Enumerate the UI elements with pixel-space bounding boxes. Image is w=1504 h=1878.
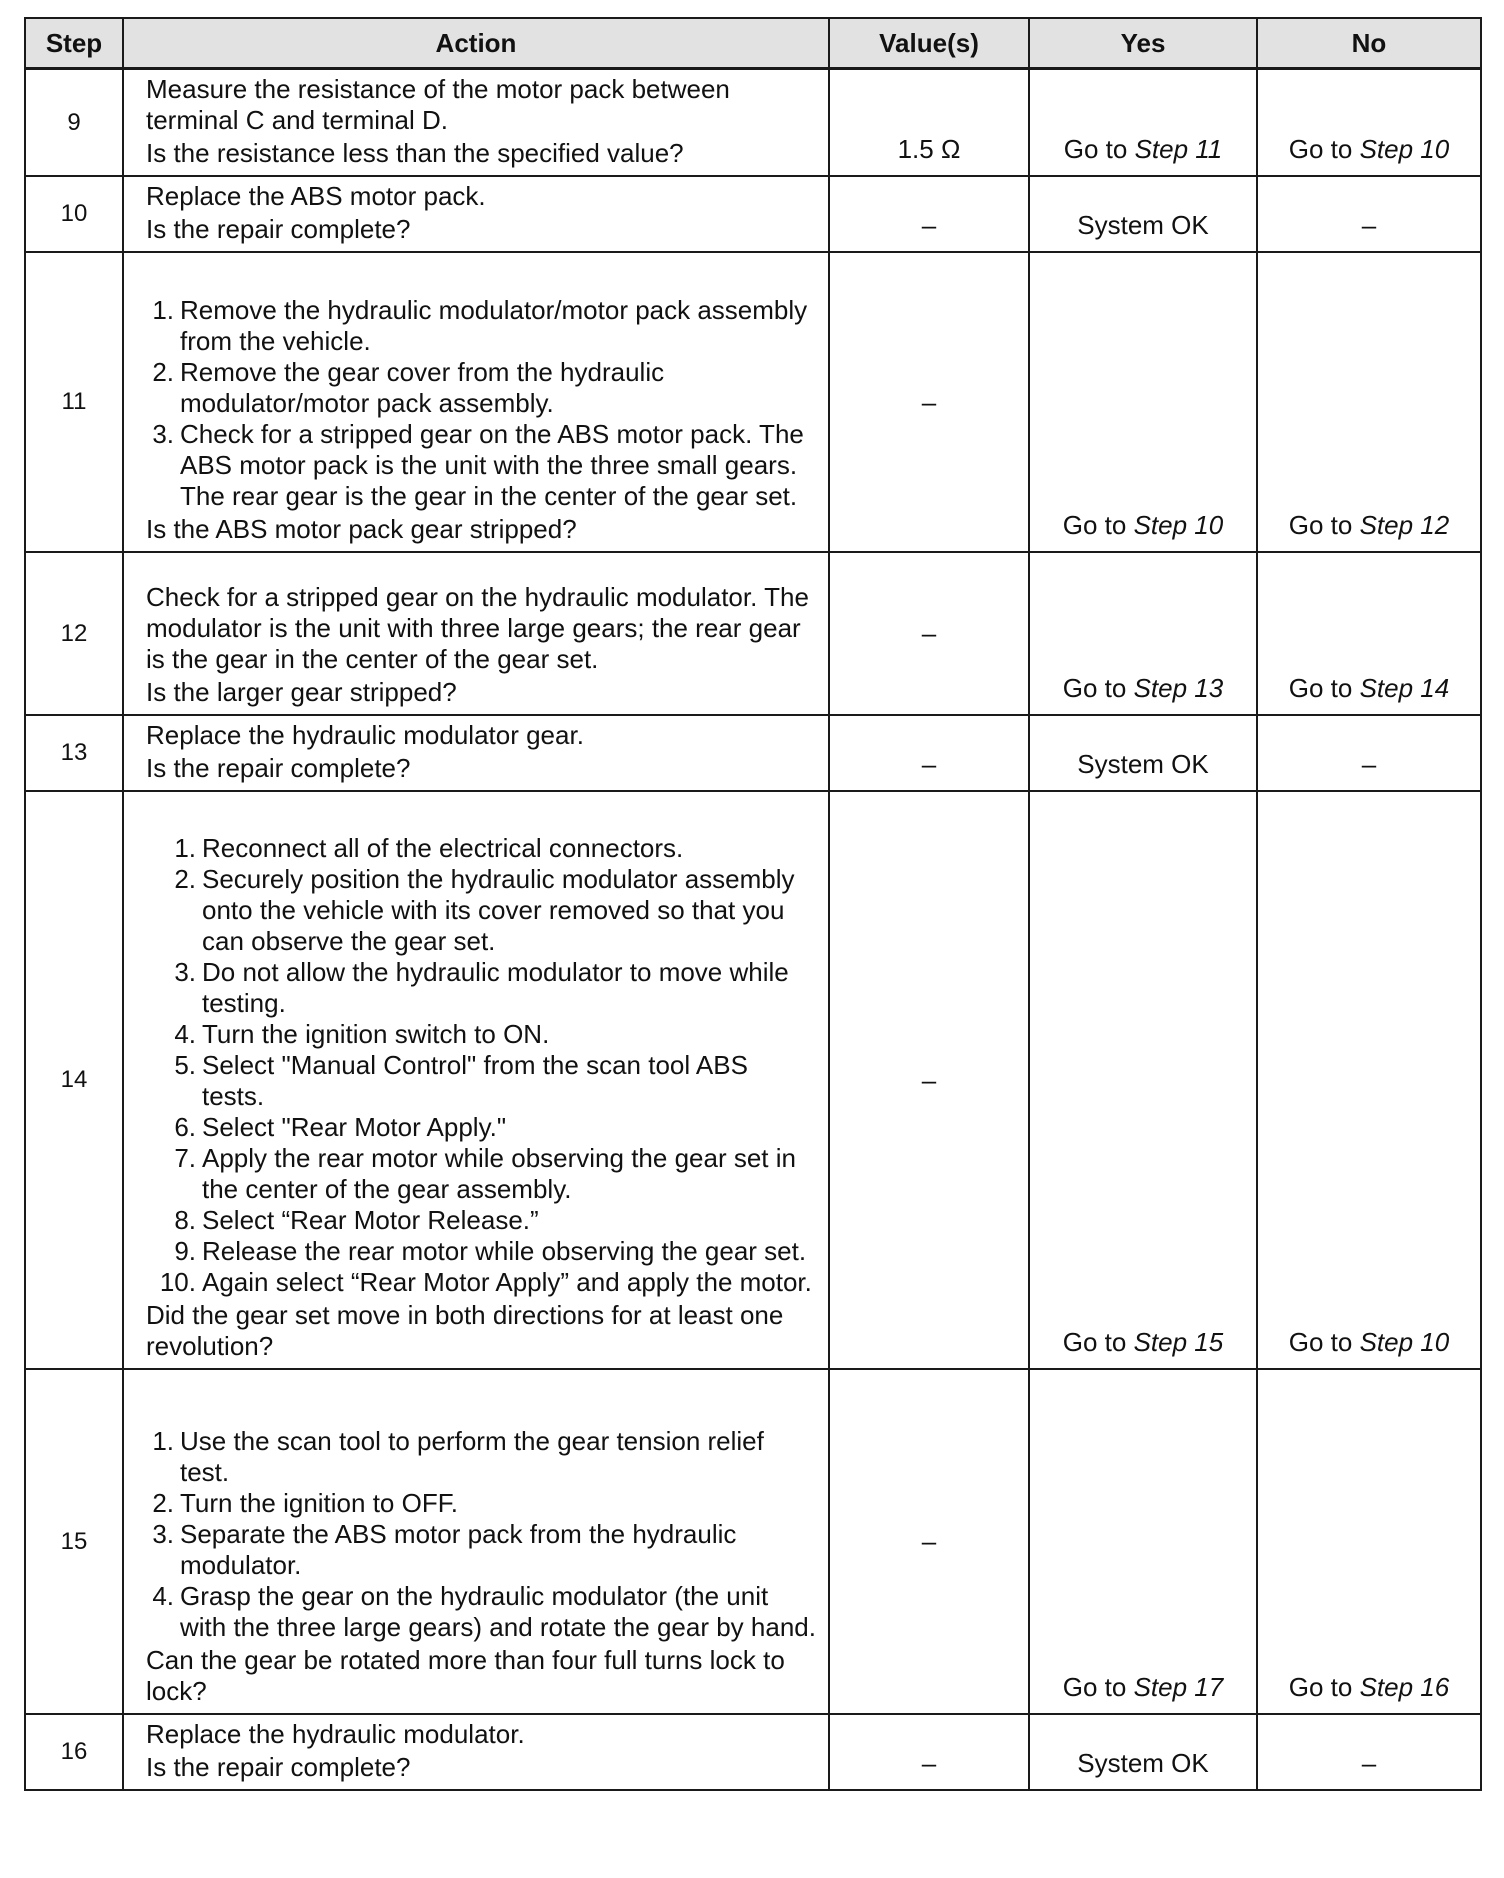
action-step-number: 1. [152,1426,174,1456]
table-row [25,715,1481,791]
yes-goto-step: Step 11 [1134,134,1223,164]
step-number: 15 [25,1369,123,1714]
yes-cell [1029,69,1257,177]
action-step-text: Remove the gear cover from the hydraulic modulator/motor pack assembly. [180,357,665,418]
header-values: Value(s) [829,18,1029,69]
action-step [146,1519,816,1581]
header-action: Action [123,18,829,69]
value-cell: – [829,176,1029,252]
action-step-number: 3. [152,1519,174,1549]
action-step-text: Grasp the gear on the hydraulic modulator (the unit with the three large gears) and rotate the gear by hand. [180,1581,816,1642]
no-cell [1257,715,1481,791]
value-cell: – [829,715,1029,791]
no-goto-prefix: Go to [1288,1672,1353,1702]
action-step-text: Turn the ignition to OFF. [180,1488,458,1518]
step-number: 13 [25,715,123,791]
step-number: 12 [25,552,123,715]
action-question: Is the repair complete? [146,214,411,244]
no-result: – [1361,749,1377,779]
no-cell [1257,252,1481,552]
no-cell [1257,552,1481,715]
action-step-text: Separate the ABS motor pack from the hydraulic modulator. [180,1519,737,1580]
action-step-number: 10. [159,1267,196,1297]
action-step [146,419,816,512]
no-goto-prefix: Go to [1288,134,1353,164]
yes-result: System OK [1077,1748,1209,1778]
action-lead: Check for a stripped gear on the hydraulic modulator. The modulator is the unit with three large gears; the rear gear is the gear in the center of the gear set. [146,582,809,674]
action-cell [123,552,829,715]
no-goto-prefix: Go to [1288,1327,1353,1357]
no-goto-prefix: Go to [1288,510,1353,540]
yes-result: System OK [1077,749,1209,779]
yes-goto-prefix: Go to [1062,673,1127,703]
action-step-text: Select “Rear Motor Release.” [202,1205,539,1235]
action-step [146,833,816,864]
no-cell [1257,176,1481,252]
no-cell [1257,791,1481,1369]
value-cell: 1.5 Ω [829,69,1029,177]
yes-cell [1029,1714,1257,1790]
step-number: 14 [25,791,123,1369]
no-goto-step: Step 14 [1359,673,1450,703]
value-cell: – [829,1714,1029,1790]
yes-goto-prefix: Go to [1062,510,1127,540]
action-cell [123,69,829,177]
action-step-text: Remove the hydraulic modulator/motor pack assembly from the vehicle. [180,295,808,356]
no-cell [1257,1714,1481,1790]
action-step-number: 4. [174,1019,196,1049]
step-number: 9 [25,69,123,177]
action-step [146,1143,816,1205]
no-cell [1257,69,1481,177]
action-steps [146,1426,816,1643]
action-step-number: 2. [152,357,174,387]
action-question: Can the gear be rotated more than four full turns lock to lock? [146,1645,785,1706]
table-row [25,252,1481,552]
action-step-number: 3. [152,419,174,449]
action-step [146,1581,816,1643]
action-step [146,1426,816,1488]
action-step-number: 3. [174,957,196,987]
action-step-text: Apply the rear motor while observing the gear set in the center of the gear assembly. [202,1143,796,1204]
no-result: – [1361,1748,1377,1778]
value-cell: – [829,252,1029,552]
action-step-text: Do not allow the hydraulic modulator to move while testing. [202,957,789,1018]
action-step-text: Release the rear motor while observing the gear set. [202,1236,807,1266]
action-step-text: Securely position the hydraulic modulator assembly onto the vehicle with its cover removed so that you can observe the gear set. [202,864,795,956]
action-step-number: 2. [152,1488,174,1518]
action-lead: Replace the ABS motor pack. [146,181,486,211]
action-step-text: Turn the ignition switch to ON. [202,1019,550,1049]
yes-cell [1029,176,1257,252]
action-step [146,957,816,1019]
diagnostic-table-sheet [24,17,1482,1791]
action-step [146,1019,816,1050]
no-result: – [1361,210,1377,240]
no-goto-step: Step 16 [1359,1672,1450,1702]
action-step [146,1050,816,1112]
action-step [146,1267,816,1298]
header-row [25,18,1481,69]
table-row [25,176,1481,252]
action-lead: Measure the resistance of the motor pack between terminal C and terminal D. [146,74,730,135]
action-step [146,1488,816,1519]
yes-goto-step: Step 17 [1133,1672,1224,1702]
action-step-number: 4. [152,1581,174,1611]
yes-cell [1029,791,1257,1369]
action-lead: Replace the hydraulic modulator gear. [146,720,584,750]
action-question: Is the repair complete? [146,1752,411,1782]
action-cell [123,252,829,552]
action-step [146,1205,816,1236]
action-steps [146,833,816,1298]
value-cell: – [829,552,1029,715]
yes-cell [1029,552,1257,715]
table-row [25,1369,1481,1714]
yes-result: System OK [1077,210,1209,240]
no-cell [1257,1369,1481,1714]
action-step [146,864,816,957]
step-number: 16 [25,1714,123,1790]
yes-goto-step: Step 13 [1133,673,1224,703]
action-lead: Replace the hydraulic modulator. [146,1719,525,1749]
action-question: Did the gear set move in both directions for at least one revolution? [146,1300,784,1361]
value-cell: – [829,791,1029,1369]
header-no: No [1257,18,1481,69]
yes-cell [1029,252,1257,552]
action-question: Is the larger gear stripped? [146,677,457,707]
action-step-number: 8. [174,1205,196,1235]
action-step-number: 9. [174,1236,196,1266]
action-step [146,1112,816,1143]
no-goto-step: Step 12 [1359,510,1450,540]
table-body [25,69,1481,1791]
yes-goto-step: Step 15 [1133,1327,1224,1357]
action-question: Is the repair complete? [146,753,411,783]
action-question: Is the resistance less than the specified value? [146,138,684,168]
action-step [146,357,816,419]
action-steps [146,295,816,512]
no-goto-step: Step 10 [1359,134,1450,164]
table-row [25,69,1481,177]
yes-goto-prefix: Go to [1062,1327,1127,1357]
yes-goto-prefix: Go to [1062,1672,1127,1702]
no-goto-step: Step 10 [1359,1327,1450,1357]
action-step [146,1236,816,1267]
header-yes: Yes [1029,18,1257,69]
yes-goto-prefix: Go to [1063,134,1128,164]
action-cell [123,715,829,791]
action-step-text: Select "Manual Control" from the scan tool ABS tests. [202,1050,748,1111]
header-step: Step [25,18,123,69]
action-step-number: 7. [174,1143,196,1173]
action-step-number: 5. [174,1050,196,1080]
action-question: Is the ABS motor pack gear stripped? [146,514,577,544]
action-step-text: Check for a stripped gear on the ABS motor pack. The ABS motor pack is the unit with the three small gears. The rear gear is the gear in the center of the gear set. [180,419,804,511]
yes-cell [1029,1369,1257,1714]
table-row [25,791,1481,1369]
action-step-text: Reconnect all of the electrical connectors. [202,833,684,863]
no-goto-prefix: Go to [1288,673,1353,703]
action-cell [123,176,829,252]
action-cell [123,1714,829,1790]
action-step-number: 2. [174,864,196,894]
yes-goto-step: Step 10 [1133,510,1224,540]
diagnostic-table [24,17,1482,1791]
action-step-number: 6. [174,1112,196,1142]
action-cell [123,1369,829,1714]
action-cell [123,791,829,1369]
value-cell: – [829,1369,1029,1714]
action-step-number: 1. [152,295,174,325]
action-step-text: Again select “Rear Motor Apply” and apply the motor. [202,1267,812,1297]
table-row [25,1714,1481,1790]
action-step [146,295,816,357]
action-step-text: Use the scan tool to perform the gear tension relief test. [180,1426,764,1487]
yes-cell [1029,715,1257,791]
step-number: 11 [25,252,123,552]
action-step-number: 1. [174,833,196,863]
table-row [25,552,1481,715]
action-step-text: Select "Rear Motor Apply." [202,1112,507,1142]
step-number: 10 [25,176,123,252]
